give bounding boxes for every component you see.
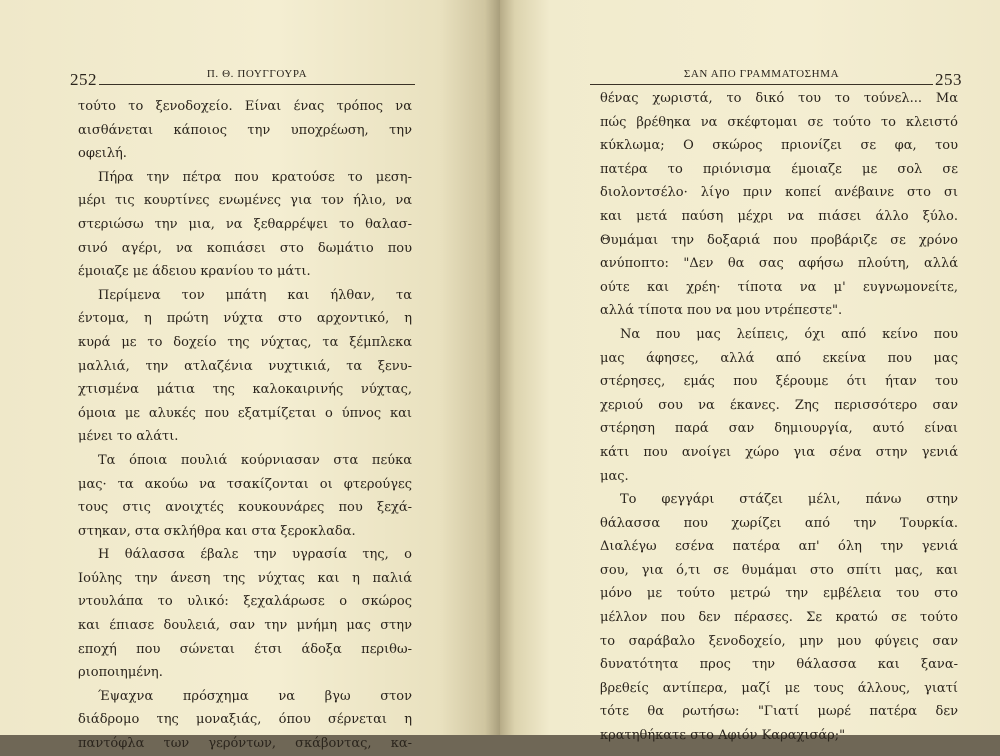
- text-line: ανύποπτο: "Δεν θα σας αφήσω πλούτη, αλλά: [600, 256, 958, 272]
- text-line: αισθάνεται κάποιος την υποχρέωση, την: [78, 122, 412, 138]
- text-line: χτισμένα μάτια της καλοκαιρινής νύχτας,: [78, 382, 412, 398]
- text-line: κρατηθήκατε στο Αφιόν Καραχισάρ;": [600, 728, 846, 744]
- text-line: θάλασσα που χωρίζει από την Τουρκία.: [600, 515, 958, 531]
- text-line: Έψαχνα πρόσχημα να βγω στον: [98, 688, 412, 704]
- text-line: και μετά παύση μέχρι να πιάσει άλλο ξύλο.: [600, 208, 958, 224]
- left-running-title: Π. Θ. ΠΟΥΓΓΟΥΡΑ: [206, 68, 308, 80]
- text-line: ριοποιημένη.: [78, 665, 163, 681]
- text-line: μας άφησες, αλλά από εκείνα που μας: [600, 350, 958, 366]
- text-line: τούτο το ξενοδοχείο. Είναι ένας τρόπος να: [78, 99, 412, 114]
- text-line: στηκαν, στα σκλήθρα και στα ξεροκλαδα.: [78, 523, 356, 539]
- text-line: έμοιαζε με άδειου κρανίου το μάτι.: [78, 264, 311, 280]
- right-body-text: [600, 87, 958, 748]
- text-line: μας.: [600, 468, 629, 484]
- left-page: [0, 0, 500, 752]
- left-running-head: [70, 64, 415, 88]
- left-body-text: [78, 95, 412, 756]
- text-line: κύκλωμα; Ο σκώρος πριονίζει σε φα, του: [600, 138, 958, 154]
- text-line: πατέρα το πριόνισμα έμοιαζε με σολ σε: [600, 161, 958, 177]
- text-line: διάδρομο της μοναξιάς, όπου σέρνεται η: [78, 712, 412, 728]
- text-line: εποχή που σώνεται έτσι άδοξα περιθω-: [78, 641, 412, 657]
- text-line: πώς βρέθηκα να σκέφτομαι σε τούτο το κλειστό: [600, 114, 958, 130]
- text-line: Θυμάμαι την δοξαριά που προβάριζε σε χρόνο: [600, 232, 958, 248]
- left-head-rule: [99, 64, 415, 85]
- text-line: βρεθείς αντίπερα, μαζί με τους άλλους, γιατί: [600, 680, 958, 696]
- text-line: Το φεγγάρι στάζει μέλι, πάνω στην: [620, 492, 958, 508]
- text-line: κυρά με το δοχείο της νύχτας, τα ξέμπλεκα: [78, 334, 412, 350]
- text-line: μας· τα ακούω να τσακίζονται οι φτερούγες: [78, 476, 412, 492]
- text-line: δυνατότητα προς την θάλασσα και ξανα-: [600, 657, 958, 673]
- text-line: ντουλάπα το υλικό: ξεχαλάρωσε ο σκώρος: [78, 594, 412, 610]
- text-line: οφειλή.: [78, 146, 127, 162]
- text-line: χεριού σου να έκανες. Ζης περισσότερο σαν: [600, 397, 958, 413]
- right-page: [500, 0, 1000, 744]
- text-line: Ιούλης την άνεση της νύχτας και η παλιά: [78, 570, 412, 586]
- right-page-number: 253: [935, 70, 962, 89]
- text-line: Τα όποια πουλιά κούρνιασαν στα πεύκα: [98, 452, 412, 468]
- text-line: όμοια με αλυκές που εξατμίζεται ο ύπνος και: [78, 405, 412, 421]
- text-line: στεριώσω την μια, να ξεθαρρέψει το θαλασ-: [78, 216, 412, 232]
- right-running-title: ΣΑΝ ΑΠΟ ΓΡΑΜΜΑΤΟΣΗΜΑ: [683, 68, 840, 80]
- text-line: σινό αγέρι, να κοπιάσει στο δωμάτιο που: [78, 240, 412, 256]
- text-line: έντομα, η πρώτη νύχτα στο αρχοντικό, η: [78, 311, 412, 327]
- text-line: παντόφλα των γερόντων, σκάβοντας, κα-: [78, 736, 412, 752]
- right-running-head: [590, 64, 962, 88]
- text-line: μόνο με τούτο μετρώ την εμβέλεια του στο: [600, 586, 958, 602]
- text-line: στέρηση παρά σαν δημιουργία, αυτό είναι: [600, 421, 958, 437]
- text-line: ούτε και χρέη· τίποτα να μ' ευγνωμονείτε,: [600, 279, 958, 295]
- text-line: Διαλέγω εσένα πατέρα απ' όλη την γενιά: [600, 539, 958, 555]
- left-page-number: 252: [70, 70, 97, 89]
- text-line: Να που μας λείπεις, όχι από κείνο που: [620, 326, 958, 342]
- text-line: το σαράβαλο ξενοδοχείο, μην μου φύγεις σαν: [600, 633, 958, 649]
- text-line: Η θάλασσα έβαλε την υγρασία της, ο: [98, 547, 412, 563]
- text-line: Περίμενα τον μπάτη και ήλθαν, τα: [98, 287, 412, 303]
- text-line: τότε θα ρωτήσω: "Γιατί μωρέ πατέρα δεν: [600, 704, 958, 720]
- text-line: αλλά τίποτα που να μου ντρέπεστε".: [600, 303, 843, 319]
- text-line: Πήρα την πέτρα που κρατούσε το μεση-: [98, 169, 412, 185]
- text-line: στέρησες, εμάς που ξέρουμε ότι ήταν του: [600, 374, 958, 390]
- text-line: τους στις ανοιχτές κουκουνάρες που ξεχά-: [78, 500, 412, 516]
- right-head-rule: [590, 64, 933, 85]
- text-line: μέλλον που δεν πέρασες. Σε κρατώ σε τούτο: [600, 610, 958, 626]
- text-line: και έπιασε δουλειά, σαν την μνήμη μας στην: [78, 618, 412, 634]
- text-line: σου, για ό,τι σε θυμάμαι στο σπίτι μας, και: [600, 562, 958, 578]
- text-line: θένας χωριστά, το δικό του το τούνελ... Μα: [600, 91, 958, 106]
- text-line: μέρι τις κουρτίνες ενωμένες για τον ήλιο, να: [78, 193, 412, 209]
- text-line: κάτι που ανοίγει χώρο για σένα στην γενιά: [600, 444, 958, 460]
- text-line: διολοντσέλο· λίγο πριν κοπεί ανέβαινε στο σι: [600, 185, 958, 201]
- text-line: μαλλιά, την ατλαζένια νυχτικιά, τα ξενυ-: [78, 358, 412, 374]
- text-line: μένει το αλάτι.: [78, 429, 179, 445]
